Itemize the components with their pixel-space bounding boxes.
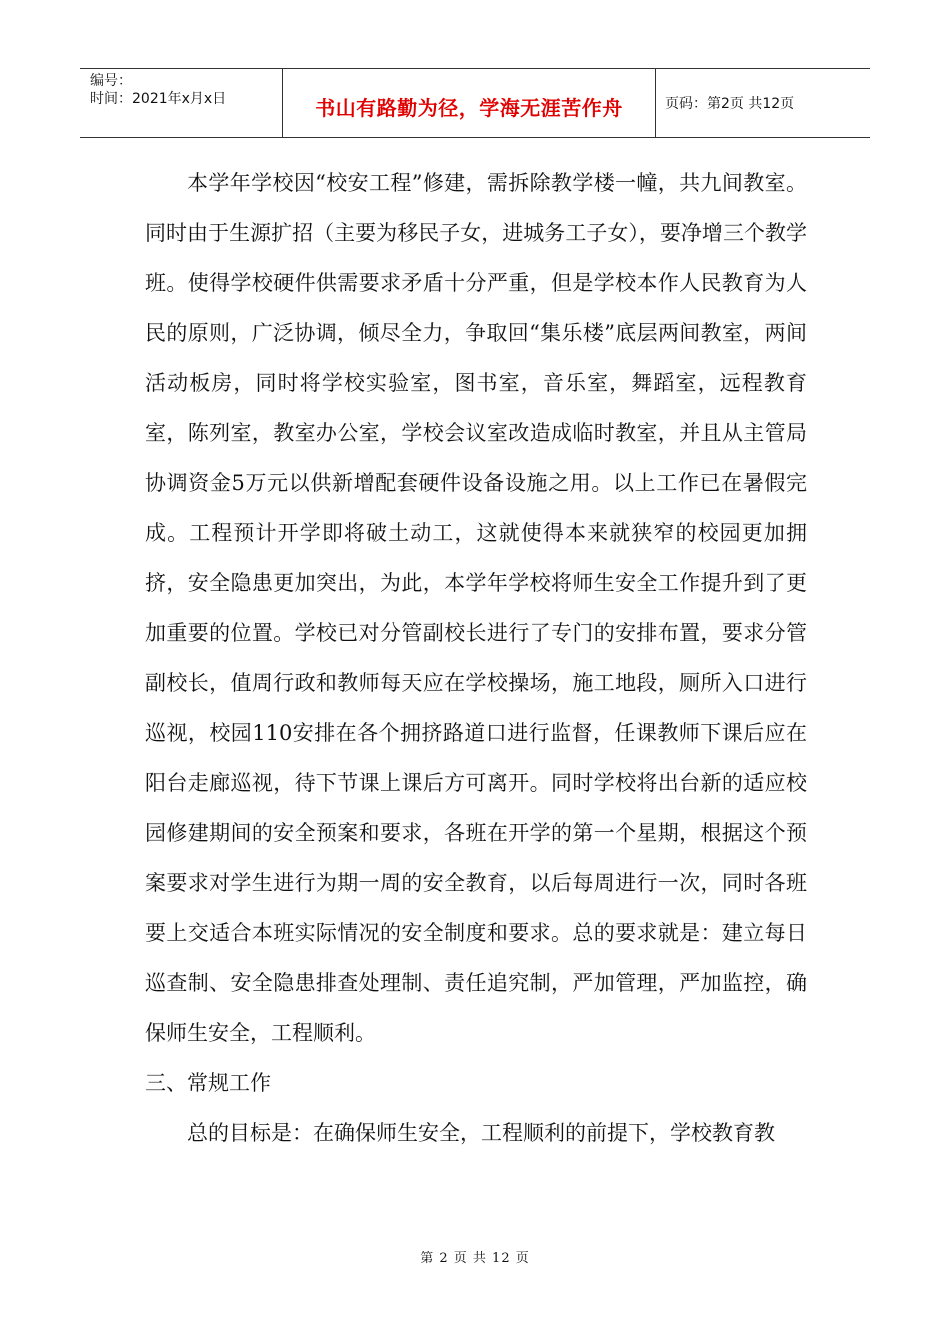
page-footer: 第 2 页 共 12 页 <box>420 1251 530 1266</box>
header-motto-cell <box>282 69 656 137</box>
header-meta-cell <box>80 69 282 137</box>
header-motto: 书山有路勤为径，学海无涯苦作舟 <box>315 95 623 120</box>
page-header <box>80 68 870 138</box>
header-page-cell <box>655 69 870 137</box>
section-heading: 三、常规工作 <box>145 1071 271 1095</box>
header-page-info: 页码：第2页 共12页 <box>665 96 795 112</box>
document-time-label: 时间：2021年x月x日 <box>90 91 227 107</box>
body-paragraph: 总的目标是：在确保师生安全，工程顺利的前提下，学校教育教 <box>187 1121 775 1145</box>
document-code-label: 编号： <box>90 73 132 89</box>
body-paragraph: 本学年学校因“校安工程”修建，需拆除教学楼一幢，共九间教室。同时由于生源扩招（主要为移民子女，进城务工子女），要净增三个教学班。使得学校硬件供需要求矛盾十分严重，但是学校本作人民教育为人民的原则，广泛协调，倾尽全力，争取回“集乐楼”底层两间教室，两间活动板房，同时将学校实验室，图书室，音乐室，舞蹈室，远程教育室，陈列室，教室办公室，学校会议室改造成临时教室，并且从主管局协调资金5万元以供新增配套硬件设备设施之用。以上工作已在暑假完成。工程预计开学即将破土动工，这就使得本来就狭窄的校园更加拥挤，安全隐患更加突出，为此，本学年学校将师生安全工作提升到了更加重要的位置。学校已对分管副校长进行了专门的安排布置，要求分管副校长，值周行政和教师每天应在学校操场，施工地段，厕所入口进行巡视，校园110安排在各个拥挤路道口进行监督，任课教师下课后应在阳台走廊巡视，待下节课上课后方可离开。同时学校将出台新的适应校园修建期间的安全预案和要求，各班在开学的第一个星期，根据这个预案要求对学生进行为期一周的安全教育，以后每周进行一次，同时各班要上交适合本班实际情况的安全制度和要求。总的要求就是：建立每日巡查制、安全隐患排查处理制、责任追究制，严加管理，严加监控，确保师生安全，工程顺利。 <box>145 171 807 1045</box>
document-body <box>145 158 807 1158</box>
